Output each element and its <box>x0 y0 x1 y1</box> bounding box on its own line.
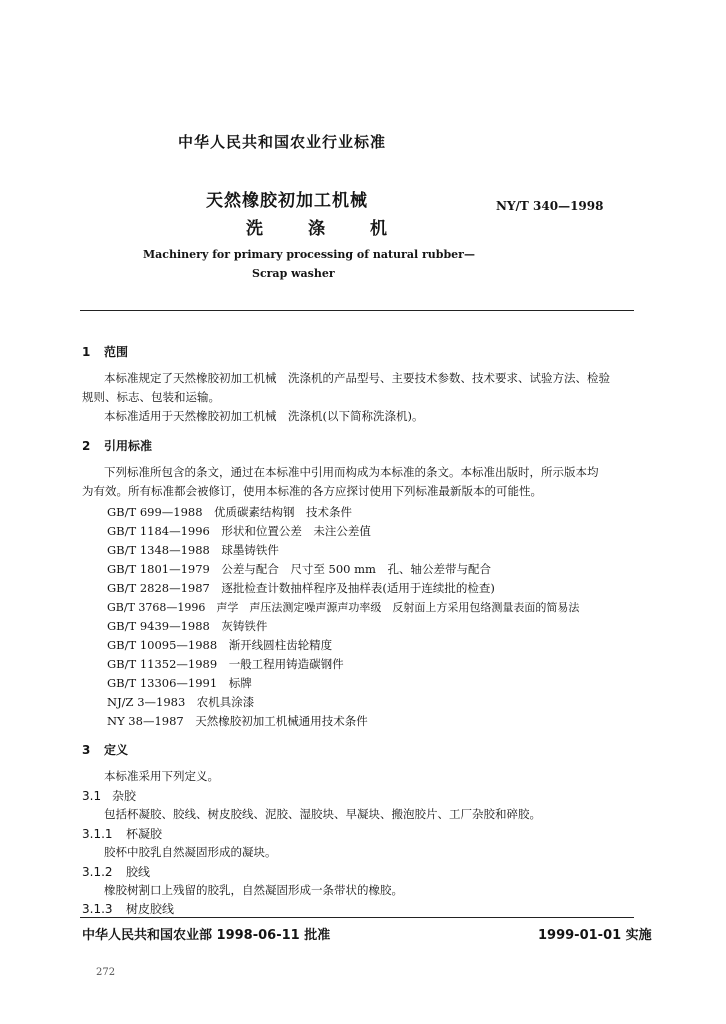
reference-item: GB/T 10095—1988 渐开线圆柱齿轮精度 <box>107 638 333 652</box>
definition-number: 3.1.3 <box>82 902 113 916</box>
section-2-heading <box>82 437 152 454</box>
definition-title: 杯凝胶 <box>126 827 163 841</box>
english-title-line2: Scrap washer <box>252 267 335 280</box>
definition-title: 树皮胶线 <box>126 902 175 916</box>
definition-number: 3.1 <box>82 789 102 803</box>
english-title-line1: Machinery for primary processing of natural rubber— <box>143 248 475 261</box>
reference-item: GB/T 13306—1991 标牌 <box>107 676 252 690</box>
reference-item: GB/T 1184—1996 形状和位置公差 未注公差值 <box>107 524 371 538</box>
standard-code: NY/T 340—1998 <box>496 199 604 213</box>
section-1-para1-line2: 规则、标志、包装和运输。 <box>82 390 220 404</box>
document-subtitle: 洗 涤 机 <box>246 219 401 239</box>
section-title: 定义 <box>104 743 129 757</box>
header-divider <box>80 310 634 311</box>
definition-3-1-2-text: 橡胶树割口上残留的胶乳，自然凝固形成一条带状的橡胶。 <box>104 883 403 897</box>
section-3-intro: 本标准采用下列定义。 <box>104 769 219 783</box>
reference-item: NJ/Z 3—1983 农机具涂漆 <box>107 695 255 709</box>
definition-3-1-1-text: 胶杯中胶乳自然凝固形成的凝块。 <box>104 845 277 859</box>
section-3-heading <box>82 741 128 758</box>
section-number: 3 <box>82 743 91 757</box>
reference-item: GB/T 2828—1987 逐批检查计数抽样程序及抽样表(适用于连续批的检查) <box>107 581 495 595</box>
reference-item: GB/T 699—1988 优质碳素结构钢 技术条件 <box>107 505 353 519</box>
effective-date: 1999-01-01 实施 <box>538 928 652 943</box>
definition-3-1-1-heading <box>82 825 162 842</box>
approval-date: 中华人民共和国农业部 1998-06-11 批准 <box>82 928 331 943</box>
standard-category-title: 中华人民共和国农业行业标准 <box>178 133 387 151</box>
definition-title: 胶线 <box>126 865 151 879</box>
section-title: 范围 <box>104 345 129 359</box>
reference-item: GB/T 1801—1979 公差与配合 尺寸至 500 mm 孔、轴公差带与配合 <box>107 562 491 576</box>
definition-title: 杂胶 <box>112 789 137 803</box>
definition-number: 3.1.2 <box>82 865 113 879</box>
page-number: 272 <box>96 967 116 978</box>
footer-divider <box>80 917 634 918</box>
definition-3-1-2-heading <box>82 863 150 880</box>
section-2-intro-line1: 下列标准所包含的条文，通过在本标准中引用而构成为本标准的条文。本标准出版时，所示版本均 <box>104 465 599 479</box>
definition-3-1-heading <box>82 787 136 804</box>
reference-item: GB/T 1348—1988 球墨铸铁件 <box>107 543 279 557</box>
reference-item: GB/T 11352—1989 一般工程用铸造碳钢件 <box>107 657 344 671</box>
reference-item: GB/T 9439—1988 灰铸铁件 <box>107 619 268 633</box>
definition-number: 3.1.1 <box>82 827 113 841</box>
section-number: 1 <box>82 345 91 359</box>
section-2-intro-line2: 为有效。所有标准都会被修订，使用本标准的各方应探讨使用下列标准最新版本的可能性。 <box>82 484 542 498</box>
section-number: 2 <box>82 439 91 453</box>
section-1-heading <box>82 343 128 360</box>
section-title: 引用标准 <box>104 439 153 453</box>
reference-item: NY 38—1987 天然橡胶初加工机械通用技术条件 <box>107 714 368 728</box>
section-1-para1-line1: 本标准规定了天然橡胶初加工机械 洗涤机的产品型号、主要技术参数、技术要求、试验方法、检验 <box>104 371 610 385</box>
definition-3-1-3-heading <box>82 900 174 917</box>
definition-3-1-text: 包括杯凝胶、胶线、树皮胶线、泥胶、湿胶块、早凝块、搬泡胶片、工厂杂胶和碎胶。 <box>104 807 541 821</box>
document-title: 天然橡胶初加工机械 <box>206 191 368 211</box>
reference-item: GB/T 3768—1996 声学 声压法测定噪声源声功率级 反射面上方采用包络测量表面的简易法 <box>107 601 580 614</box>
section-1-para2: 本标准适用于天然橡胶初加工机械 洗涤机(以下简称洗涤机)。 <box>104 409 424 423</box>
